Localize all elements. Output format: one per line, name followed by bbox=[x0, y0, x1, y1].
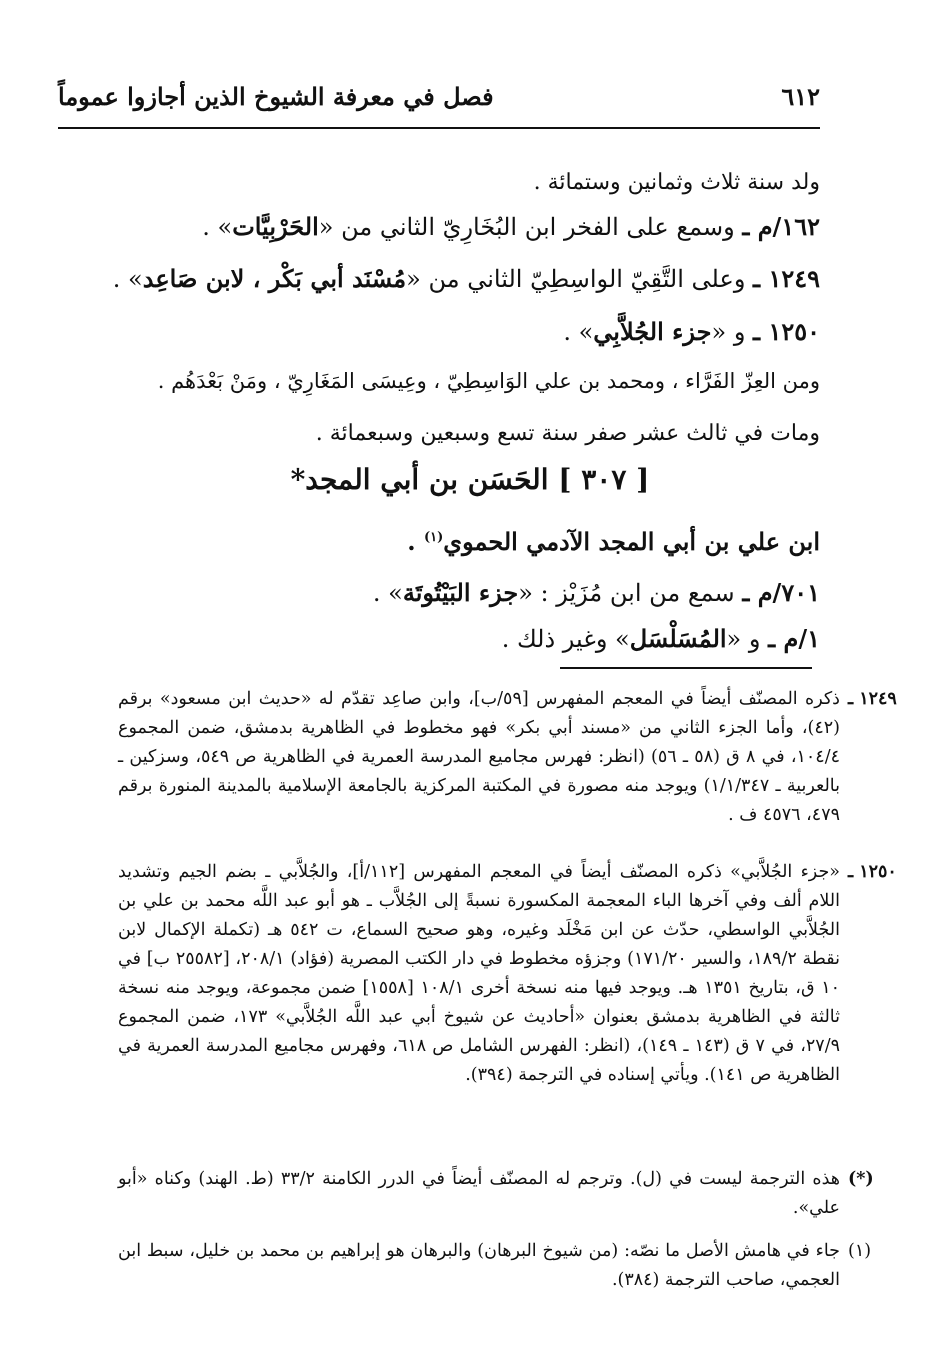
entry-end: » . bbox=[202, 213, 233, 241]
teachers-line: ومن العِزّ الفَرَّاء ، ومحمد بن علي الوَاسِطِيّ ، وعِيسَى المَغَارِيّ ، ومَنْ بَعْدَهُم . bbox=[157, 369, 820, 393]
body-line-2 bbox=[120, 212, 820, 241]
entry-number: ٧٠١/م ـ bbox=[742, 578, 820, 607]
entry-title: المُسَلْسَل bbox=[629, 624, 727, 653]
footnote-text: هذه الترجمة ليست في (ل). وترجم له المصنّف أيضاً في الدرر الكامنة ٣٣/٢ (ط. الهند) وكناه «أبو علي». bbox=[118, 1169, 840, 1218]
body-line-6 bbox=[120, 421, 820, 446]
entry-end: » . bbox=[563, 318, 594, 346]
entry-number: ١٢٥٠ ـ bbox=[753, 317, 820, 346]
biography-heading: [ ٣٠٧ ] الحَسَن بن أبي المجد* bbox=[290, 463, 650, 496]
footnote-text: جاء في هامش الأصل ما نصّه: (من شيوخ البرهان) والبرهان هو إبراهيم بن محمد بن خليل، سبط ابن العجمي، صاحب الترجمة (٣٨٤). bbox=[118, 1241, 840, 1290]
footnote-ref: (١) bbox=[424, 530, 444, 545]
footnote-text: «جزء الجُلاَّبي» ذكره المصنّف أيضاً في المعجم المفهرس [١١٢/أ]، والجُلاَّبي ـ بضم الجيم وتشديد اللام ألف وفي آخرها الباء المعجمة المكسورة نسبةً إلى الجُلاَّب ـ هو أبو عبد اللَّه محمد بن علي بن الجُلاَّبي الواسطي، حدّث عن ابن مَخْلَد وغيره، وهو صحيح السماع، ت ٥٤٢ هـ (تكملة الإكمال لابن نقطة ١٨٩/٢، والسير ١٧١/٢٠) وجزؤه مخطوط في دار الكتب المصرية (فؤاد) ٢٠٨/١، [٢٥٥٨٢ ب] في ١٠ ق، بتاريخ ١٣٥١ هـ. ويوجد فيها منه نسخة أخرى ١٠٨/١ [١٥٥٨] ضمن مجموعة، ويوجد منه نسخة ثالثة في الظاهرية بدمشق بعنوان «أحاديث عن شيوخ أبي عبد اللَّه الجُلاَّبي» ١٧٣، ضمن المجموع ٢٧/٩، في ٧ ق (١٤٣ ـ ١٤٩)، (انظر: الفهرس الشامل ص ٦١٨، وفهرس مجاميع المدرسة العمرية في الظاهرية ص ١٤١). ويأتي إسناده في الترجمة (٣٩٤). bbox=[118, 862, 841, 1085]
header-rule bbox=[58, 127, 820, 129]
body-line-5 bbox=[120, 369, 820, 393]
birth-line: ولد سنة ثلاث وثمانين وستمائة . bbox=[533, 170, 820, 195]
body-line-9 bbox=[120, 624, 820, 653]
full-name: ابن علي بن أبي المجد الآدمي الحموي bbox=[443, 527, 820, 556]
footnote-marker: (*) bbox=[848, 1169, 874, 1189]
line-end: . bbox=[407, 527, 424, 556]
body-line-4 bbox=[120, 317, 820, 346]
footnote-text: ذكره المصنّف أيضاً في المعجم المفهرس [٥٩/ب]، وابن صاعِد تقدّم له «حديث ابن مسعود» برقم (٤٢)، وأما الجزء الثاني من «مسند أبي بكر» فهو مخطوط في الظاهرية بدمشق، ضمن المجموع ١٠٤/٤، في ٨ ق (٥٨ ـ ٥٦) (انظر: فهرس مجاميع المدرسة العمرية في الظاهرية ص ٥٤٩، وسزكين ـ بالعربية ـ ١/١/٣٤٧) ويوجد منه مصورة في المكتبة المركزية بالجامعة الإسلامية بالمدينة المنورة برقم ٤٧٩، ٤٥٧٦ ف . bbox=[118, 689, 841, 825]
footnote-marker: ١٢٤٩ ـ bbox=[848, 689, 897, 709]
entry-title: مُسْنَد أبي بَكْر ، لابن صَاعِد bbox=[142, 264, 407, 293]
entry-text: وعلى التَّقِيّ الواسِطِيّ الثاني من « bbox=[406, 265, 746, 293]
page-number: ٦١٢ bbox=[781, 82, 820, 111]
entry-text: و « bbox=[726, 625, 761, 653]
death-line: ومات في ثالث عشر صفر سنة تسع وسبعين وسبعمائة . bbox=[315, 421, 820, 446]
body-line-7 bbox=[120, 527, 820, 556]
footnote-1249 bbox=[118, 685, 897, 830]
body-line-1 bbox=[120, 170, 820, 195]
entry-text: و « bbox=[711, 318, 746, 346]
entry-text: وسمع على الفخر ابن البُخَارِيّ الثاني من « bbox=[318, 213, 735, 241]
footnote-separator bbox=[560, 667, 812, 669]
entry-end: » . bbox=[112, 265, 143, 293]
entry-number: ١/م ـ bbox=[768, 624, 820, 653]
footnote-marker: (١) bbox=[848, 1241, 872, 1261]
running-header bbox=[58, 82, 820, 116]
entry-end: » وغير ذلك . bbox=[501, 625, 630, 653]
running-title: فصل في معرفة الشيوخ الذين أجازوا عموماً bbox=[58, 82, 494, 111]
entry-title: الحَرْبِيَّات bbox=[232, 212, 319, 241]
entry-number: ١٢٤٩ ـ bbox=[753, 264, 820, 293]
entry-title: جزء الجُلاَّبِي bbox=[593, 317, 712, 346]
entry-title: جزء البَيْتُوتَة bbox=[402, 578, 519, 607]
body-line-8 bbox=[120, 578, 820, 607]
entry-number: ١٦٢/م ـ bbox=[742, 212, 820, 241]
footnote-star bbox=[118, 1165, 874, 1223]
footnote-1250 bbox=[118, 858, 897, 1090]
entry-end: » . bbox=[372, 579, 403, 607]
body-line-3 bbox=[112, 264, 820, 293]
footnote-1 bbox=[118, 1237, 872, 1295]
footnote-marker: ١٢٥٠ ـ bbox=[848, 862, 897, 882]
entry-text: سمع من ابن مُزَيْز : « bbox=[518, 579, 735, 607]
